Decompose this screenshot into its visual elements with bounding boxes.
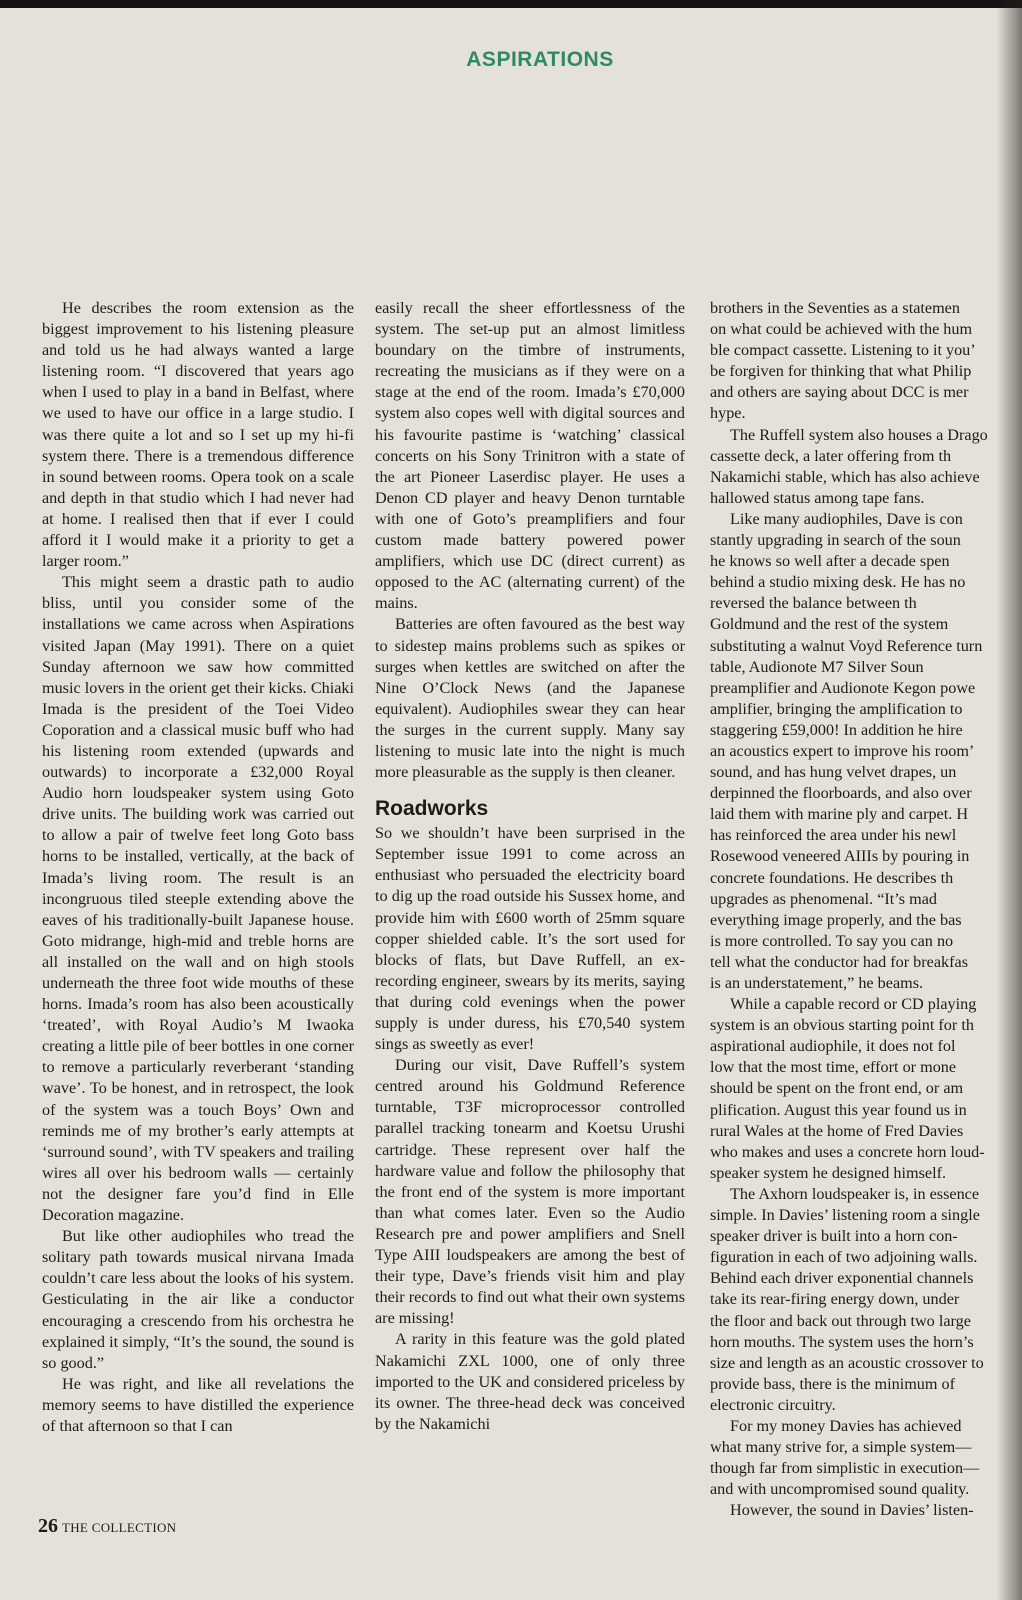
article-line: the floor and back out through two large (710, 1311, 971, 1330)
article-line: preamplifier and Audionote Kegon powe (710, 678, 976, 697)
article-line: horn mouths. The system uses the horn’s (710, 1332, 974, 1351)
article-line: is more controlled. To say you can no (710, 931, 954, 950)
article-column-2 (375, 298, 685, 1435)
column-2-text-after (375, 823, 685, 1435)
article-line: take its rear-firing energy down, under (710, 1290, 960, 1309)
article-line: The Ruffell system also houses a Drago (730, 425, 988, 444)
article-line: ble compact cassette. Listening to it you’ (710, 341, 976, 360)
article-line: table, Audionote M7 Silver Soun (710, 657, 924, 676)
article-paragraph: easily recall the sheer effortlessness of the system. The set-up put an almost limitless boundary on the timbre of instruments, recreating the musicians as if they were on a stage at the end of the room. Imada’s £70,000 system also copes well with digital sources and his favourite pastime is ‘watching’ classical concerts on his Sony Trinitron with a state of the art Pioneer Laserdisc player. He uses a Denon CD player and heavy Denon turntable with one of Goto’s preamplifiers and four custom made battery powered power amplifiers, which use DC (direct current) as opposed to the AC (alternating current) of the mains. (375, 299, 685, 613)
article-line: substituting a walnut Voyd Reference turn (710, 636, 983, 655)
article-line: sound, and has hung velvet drapes, un (710, 763, 957, 782)
article-line: should be spent on the front end, or am (710, 1079, 964, 1098)
subheading-roadworks: Roadworks (375, 797, 489, 821)
article-line: stantly upgrading in search of the soun (710, 531, 961, 550)
page-number: 26 (38, 1515, 58, 1537)
article-line: laid them with marine ply and carpet. H (710, 805, 969, 824)
article-line: derpinned the floorboards, and also over (710, 784, 972, 803)
article-paragraph: Batteries are often favoured as the best way to sidestep mains problems such as spikes or surges when kettles are switched on after the Nine O’Clock News (and the Japanese equivalent). Audiophiles swear they can hear the surges in the current supply. Many say listening to music late into the night is much more pleasurable as the supply is then cleaner. (375, 615, 685, 782)
article-line: While a capable record or CD playing (730, 995, 977, 1014)
article-paragraph: This might seem a drastic path to audio bliss, until you consider some of the installations we came across when Aspirations visited Japan (May 1991). There on a quiet Sunday afternoon we saw how committed music lovers in the orient get their kicks. Chiaki Imada is the president of the Toei Video Coporation and a classical music buff who had his listening room extended (upwards and outwards) to incorporate a £32,000 Royal Audio horn loudspeaker system using Goto drive units. The building work was carried out to allow a pair of twelve feet long Goto bass horns to be installed, vertically, at the back of Imada’s living room. The result is an incongruous tiled steeple extending above the eaves of his traditionally-built Japanese house. Goto midrange, high-mid and treble horns are all installed on the wall and on high stools underneath the three foot wide mouths of these horns. Imada’s room has also been acoustically ‘treated’, with Royal Audio’s M Iwaoka creating a little pile of beer bottles in one corner to remove a particularly reverberant ‘standing wave’. To be honest, and in retrospect, the look of the system was a touch Boys’ Own and reminds me of my brother’s early attempts at ‘surround sound’, with TV speakers and trailing wires all over his bedroom walls — certainly not the designer fare you’d find in Elle Decoration magazine. (42, 573, 354, 1225)
article-line: on what could be achieved with the hum (710, 320, 973, 339)
article-line: However, the sound in Davies’ listen- (730, 1501, 974, 1520)
article-paragraph: So we shouldn’t have been surprised in the September issue 1991 to come across an enthusiast who persuaded the electricity board to dig up the road outside his Sussex home, and provide him with £600 worth of 25mm square copper shielded cable. It’s the sort used for blocks of flats, but Dave Ruffell, an ex-recording engineer, swears by its merits, saying that during cold evenings when the power supply is under duress, his £70,540 system sings as sweetly as ever! (375, 824, 685, 1054)
page-top-edge (0, 0, 1022, 8)
article-line: hype. (710, 404, 746, 423)
article-line: an acoustics expert to improve his room’ (710, 741, 975, 760)
article-line: concrete foundations. He describes th (710, 868, 954, 887)
article-line: reversed the balance between th (710, 594, 917, 613)
article-line: plification. August this year found us in (710, 1100, 967, 1119)
article-line: figuration in each of two adjoining walls. (710, 1248, 978, 1267)
article-line: Like many audiophiles, Dave is con (730, 509, 963, 528)
article-line: amplifier, bringing the amplification to (710, 699, 963, 718)
publication-name: THE COLLECTION (62, 1520, 177, 1535)
article-paragraph: During our visit, Dave Ruffell’s system centred around his Goldmund Reference turntable, T3F microprocessor controlled parallel tracking tonearm and Koetsu Urushi cartridge. These represent over half the hardware value and follow the philosophy that the front end of the system is more important than what comes later. Even so the Audio Research pre and power amplifiers and Snell Type AIII loudspeakers are among the best of their type, Dave’s friends visit him and play their records to find out what their own systems are missing! (375, 1056, 685, 1328)
article-paragraph: He was right, and like all revelations the memory seems to have distilled the experience of that afternoon so that I can (42, 1374, 354, 1435)
article-line: The Axhorn loudspeaker is, in essence (730, 1184, 980, 1203)
article-line: Behind each driver exponential channels (710, 1269, 974, 1288)
article-line: tell what the conductor had for breakfas (710, 952, 968, 971)
article-line: provide bass, there is the minimum of (710, 1374, 956, 1393)
article-line: system is an obvious starting point for th (710, 1016, 974, 1035)
article-column-3 (710, 298, 1016, 1521)
article-line: size and length as an acoustic crossover to (710, 1353, 984, 1372)
column-2-text-before (375, 298, 685, 783)
article-line: speaker system he designed himself. (710, 1163, 947, 1182)
article-line: low that the most time, effort or mone (710, 1058, 957, 1077)
article-line: behind a studio mixing desk. He has no (710, 573, 966, 592)
article-line: aspirational audiophile, it does not fol (710, 1037, 956, 1056)
article-line: For my money Davies has achieved (730, 1416, 962, 1435)
article-paragraph: But like other audiophiles who tread the solitary path towards musical nirvana Imada couldn’t care less about the looks of his system. Gesticulating in the air like a conductor encouraging a crescendo from his orchestra he explained it simply, “It’s the sound, the sound is so good.” (42, 1227, 354, 1372)
article-line: cassette deck, a later offering from th (710, 446, 952, 465)
article-line: staggering £59,000! In addition he hire (710, 720, 963, 739)
article-line: has reinforced the area under his newl (710, 826, 957, 845)
article-line: brothers in the Seventies as a statemen (710, 299, 960, 317)
article-line: rural Wales at the home of Fred Davies (710, 1121, 964, 1140)
article-paragraph: He describes the room extension as the biggest improvement to his listening pleasure and told us he had always wanted a large listening room. “I discovered that years ago when I used to play in a band in Belfast, where we used to have our office in a large studio. I was there quite a lot and so I set up my hi-fi system there. There is a tremendous difference in sound between rooms. Opera took on a scale and depth in that studio which I had never had at home. I realised then that if ever I could afford it I would make it a priority to get a larger room.” (42, 299, 354, 571)
article-line: is an understatement,” he beams. (710, 974, 924, 992)
article-column-1 (42, 298, 354, 1437)
article-line: who makes and uses a concrete horn loud- (710, 1142, 985, 1161)
page-footer (38, 1515, 176, 1538)
article-line: be forgiven for thinking that what Philip (710, 362, 972, 381)
article-line: hallowed status among tape fans. (710, 488, 925, 507)
article-line: speaker driver is built into a horn con- (710, 1227, 958, 1246)
article-line: though far from simplistic in execution— (710, 1459, 980, 1478)
article-line: and others are saying about DCC is mer (710, 383, 969, 402)
article-line: Rosewood veneered AIIIs by pouring in (710, 847, 970, 866)
article-paragraph: A rarity in this feature was the gold plated Nakamichi ZXL 1000, one of only three imported to the UK and considered priceless by its owner. The three-head deck was conceived by the Nakamichi (375, 1330, 685, 1433)
article-line: Nakamichi stable, which has also achieve (710, 467, 980, 486)
article-line: everything image properly, and the bas (710, 910, 962, 929)
article-line: and with uncompromised sound quality. (710, 1480, 970, 1499)
article-line: simple. In Davies’ listening room a single (710, 1206, 980, 1225)
article-line: Goldmund and the rest of the system (710, 615, 949, 634)
article-line: upgrades as phenomenal. “It’s mad (710, 889, 938, 908)
section-header: ASPIRATIONS (466, 48, 614, 71)
article-line: electronic circuitry. (710, 1395, 836, 1414)
article-line: what many strive for, a simple system— (710, 1438, 972, 1457)
article-line: he knows so well after a decade spen (710, 552, 950, 571)
